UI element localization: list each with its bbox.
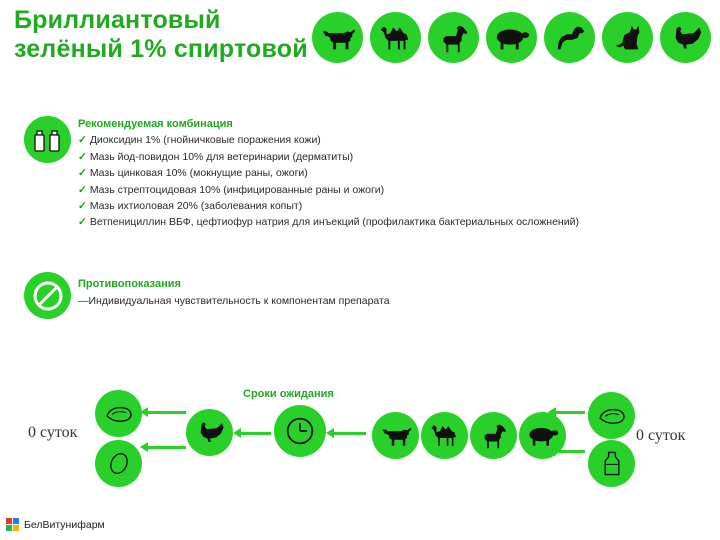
combination-item: ✓ Мазь стрептоцидовая 10% (инфицированные раны и ожоги) — [78, 182, 579, 198]
milk-icon — [588, 440, 635, 487]
contraindications-heading: Противопоказания — [78, 278, 181, 290]
arrow-to-milk — [555, 450, 585, 453]
prohibited-icon — [24, 272, 71, 319]
dog-icon — [544, 12, 595, 63]
animal-row — [312, 12, 711, 63]
company-logo-icon — [6, 518, 20, 532]
arrow-to-chicken — [240, 432, 271, 435]
contraindications-section — [78, 276, 390, 310]
arrow-to-egg — [147, 446, 186, 449]
meat-icon — [95, 390, 142, 437]
vials-icon — [24, 116, 71, 163]
horse-icon — [428, 12, 479, 63]
combination-item: ✓ Мазь йод-повидон 10% для ветеринарии (дерматиты) — [78, 149, 579, 165]
horse-icon — [470, 412, 517, 459]
cow-icon — [312, 12, 363, 63]
chicken-icon — [186, 409, 233, 456]
arrow-to-meat — [147, 411, 186, 414]
cow-icon — [372, 412, 419, 459]
combination-item: ✓ Ветпенициллин ВБФ, цефтиофур натрия для инъекций (профилактика бактериальных осложнений) — [78, 214, 579, 230]
waiting-animal-row — [372, 412, 566, 459]
company-name: БелВитунифарм — [24, 519, 105, 531]
page-title — [14, 6, 308, 64]
contraindications-text: —Индивидуальная чувствительность к компонентам препарата — [78, 295, 390, 307]
combination-heading: Рекомендуемая комбинация — [78, 118, 233, 130]
right-days-label: 0 суток — [636, 427, 686, 444]
combination-item: ✓ Мазь цинковая 10% (мокнущие раны, ожоги) — [78, 165, 579, 181]
footer — [6, 518, 105, 532]
title-line-2: зелёный 1% спиртовой — [14, 35, 308, 63]
cat-icon — [602, 12, 653, 63]
chicken-icon — [660, 12, 711, 63]
waiting-heading: Сроки ожидания — [243, 388, 334, 400]
camel-icon — [421, 412, 468, 459]
combination-item: ✓ Диоксидин 1% (гнойничковые поражения кожи) — [78, 132, 579, 148]
combination-section — [78, 116, 579, 231]
sheep-icon — [486, 12, 537, 63]
meat-icon — [588, 392, 635, 439]
egg-icon — [95, 440, 142, 487]
title-line-1: Бриллиантовый — [14, 6, 221, 34]
left-days-label: 0 суток — [28, 424, 78, 441]
combination-item: ✓ Мазь ихтиоловая 20% (заболевания копыт) — [78, 198, 579, 214]
clock-icon — [274, 405, 326, 457]
arrow-to-clock — [333, 432, 366, 435]
arrow-to-meat-right — [555, 411, 585, 414]
camel-icon — [370, 12, 421, 63]
